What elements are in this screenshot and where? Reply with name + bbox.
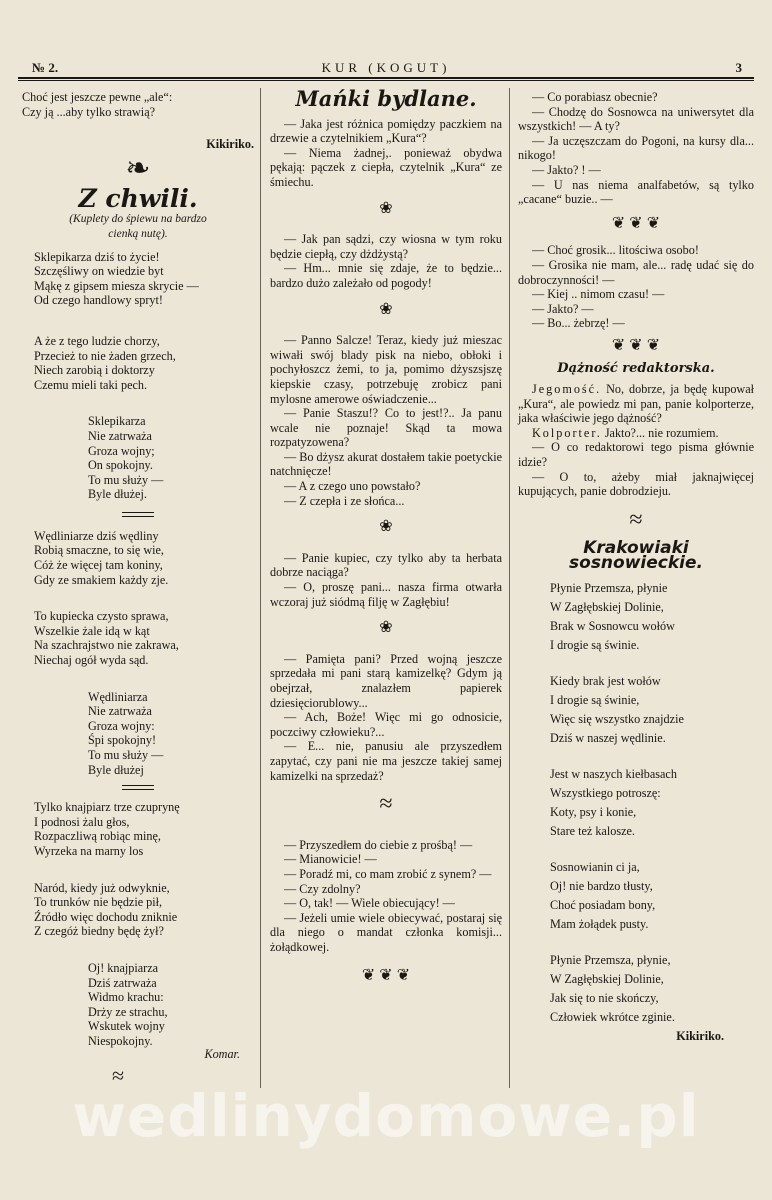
verse-line: Jest w naszych kiełbasach xyxy=(550,766,677,781)
verse-line: Czemu mieli taki pech. xyxy=(34,377,148,392)
separator xyxy=(22,785,254,790)
verse-line: I drogie są świnie. xyxy=(550,637,640,652)
speaker: Kolporter. xyxy=(532,425,602,440)
verse-line: Cóż że więcej tam koniny, xyxy=(34,558,163,573)
author: Komar. xyxy=(204,1046,240,1061)
poem-title: Z chwili. xyxy=(78,183,198,213)
paragraph: — O, tak! — Wiele obiecujący! — xyxy=(284,896,455,911)
stanza xyxy=(22,800,254,858)
verse-line: Kiedy brak jest wołów xyxy=(550,673,661,688)
verse-line: Sklepikarza dziś to życie! xyxy=(34,249,160,264)
dialogue-line xyxy=(518,470,754,499)
paragraph: — Jak pan sądzi, czy wiosna w tym roku będzie ciepłą, czy dżdżystą? xyxy=(270,232,502,261)
paragraph: — Ja uczęszczam do Pogoni, na kursy dla... nikogo! xyxy=(518,133,754,163)
paragraph: — Czy zdolny? xyxy=(284,881,361,896)
verse-line: Na szachrajstwo nie zakrawa, xyxy=(34,638,179,653)
verse-line: Tylko knajpiarz trze czuprynę xyxy=(34,800,180,815)
newspaper-title: KUR (KOGUT) xyxy=(321,60,451,75)
verse-line: Wędliniarze dziś wędliny xyxy=(34,528,159,543)
paragraph: — Bo dżysz akurat dostałem takie poetyckie natchnięcze! xyxy=(270,449,502,479)
paragraph: — Niema żadnej,. ponieważ obydwa pękają: pączek z ciepła, czytelnik „Kura“ ze śmiechu. xyxy=(270,145,502,189)
verse-line: Byle dłużej xyxy=(88,762,144,777)
joke-block xyxy=(270,232,502,290)
paragraph: — U nas niema analfabetów, są tylko „cacane“ buzie.. — xyxy=(518,177,754,207)
rooster-ornament: ❧ xyxy=(125,151,151,185)
section-title: Mańki bydlane. xyxy=(295,86,477,111)
paragraph: — Ach, Boże! Więc mi go odnosicie, poczciwy człowieku?... xyxy=(270,710,502,739)
verse-line: To mu służy — xyxy=(88,748,164,762)
verse-line: Więc się wszystko znajdzie xyxy=(550,711,684,726)
verse-line: Gdy ze smakiem każdy zje. xyxy=(34,572,169,587)
asterism-ornament: ❀ xyxy=(379,199,393,217)
verse-line: Sklepikarza xyxy=(88,414,146,429)
column-middle xyxy=(270,86,502,984)
verse-line: To kupiecka czysto sprawa, xyxy=(34,609,169,624)
verse-line: Wszystkiego potroszę: xyxy=(550,785,661,800)
paragraph: — Panie kupiec, czy tylko aby ta herbata dobrze naciąga? xyxy=(270,550,502,580)
column-divider xyxy=(509,88,510,1088)
paragraph: — Jakto? ! — xyxy=(532,162,601,177)
verse-line: Dziś zatrważa xyxy=(88,975,157,990)
verse-line: Wskutek wojny xyxy=(88,1019,165,1034)
stanza xyxy=(22,609,254,667)
verse-line: Płynie Przemsza, płynie xyxy=(550,580,668,595)
speech: Jakto?... nie rozumiem. xyxy=(604,425,719,440)
verse-line: I podnosi żalu głos, xyxy=(34,814,130,829)
paragraph: — Przyszedłem do ciebie z prośbą! — xyxy=(284,837,473,852)
column-right xyxy=(518,90,754,1043)
paragraph: — Jakto? — xyxy=(532,301,594,316)
paragraph: — Grosika nie mam, ale... radę udać się do dobroczynności! — xyxy=(518,257,754,287)
text-line: Czy ją ...aby tylko strawią? xyxy=(22,104,156,119)
knot-ornament: ≈ xyxy=(111,1063,125,1089)
verse-line: Dziś w naszej wędlinie. xyxy=(550,730,666,745)
verse-line: W Zagłębskiej Dolinie, xyxy=(550,971,664,986)
speaker: Jegomość. xyxy=(532,382,602,397)
verse-line: Koty, psy i konie, xyxy=(550,804,637,819)
verse-line: Stare też kalosze. xyxy=(550,823,635,838)
verse-line: Byle dłużej. xyxy=(88,487,147,502)
watermark: wedlinydomowe.pl xyxy=(72,1082,700,1150)
verse-line: Nie zatrważa xyxy=(88,428,152,443)
verse-line: Płynie Przemsza, płynie, xyxy=(550,952,671,967)
verse-line: Wszelkie żale idą w kąt xyxy=(34,623,150,638)
poem-subtitle: cienką nutę). xyxy=(108,227,168,240)
verse-line: Źródło więc dochodu zniknie xyxy=(34,909,178,924)
fleur-ornament: ❦ ❦ ❦ xyxy=(611,336,661,354)
verse-line: Brak w Sosnowcu wołów xyxy=(550,618,675,633)
verse-line: Oj! knajpiarza xyxy=(88,960,159,975)
verse-line: Mam żołądek pusty. xyxy=(550,916,649,931)
section-title: Krakowiaki sosnowieckie. xyxy=(569,538,703,574)
dialogue-line xyxy=(518,440,754,469)
paragraph: — Kiej .. nimom czasu! — xyxy=(532,287,665,302)
verse-line: I drogie są świnie, xyxy=(550,692,640,707)
paragraph: — Co porabiasz obecnie? xyxy=(532,90,658,104)
paragraph: — Panie Staszu!? Co to jest!?.. Ja panu wcale nie poznaje! Skąd ta mowa rozpatyzowena? xyxy=(270,406,502,450)
ribbon-ornament: ≈ xyxy=(629,506,643,533)
stanza xyxy=(518,672,754,748)
joke-block xyxy=(270,333,502,508)
speech: No, dobrze, ja będę kupował „Kura“, ale powiedz mi pan, panie kolporterze, jaka właściwie jego dążność? xyxy=(518,382,755,426)
verse-line: Niespokojny. xyxy=(88,1033,153,1048)
verse-line: Z czegóż biedny będę żył? xyxy=(34,924,164,939)
refrain xyxy=(22,690,254,778)
verse-line: A że z tego ludzie chorzy, xyxy=(34,333,160,348)
verse-line: Oj! nie bardzo tłusty, xyxy=(550,878,653,893)
refrain xyxy=(22,961,254,1049)
verse-line: On spokojny. xyxy=(88,458,153,473)
asterism-ornament: ❀ xyxy=(379,300,393,318)
verse-line: Przecież to nie żaden grzech, xyxy=(34,348,176,363)
separator xyxy=(22,512,254,517)
dialogue-line xyxy=(518,382,754,426)
paragraph: — Chodzę do Sosnowca na uniwersytet dla wszystkich! — A ty? xyxy=(518,104,754,134)
verse-line: Robią smaczne, to się wie, xyxy=(34,543,164,558)
asterism-ornament: ❀ xyxy=(379,619,393,637)
verse-line: Śpi spokojny! xyxy=(88,733,157,748)
verse-line: Szczęśliwy on wiedzie byt xyxy=(34,264,164,279)
paragraph: — Panno Salcze! Teraz, kiedy już mieszac wiwałi swój blady pisk na niebo, obłoki i pochyłoszcz żemi, to ja, pomimo dżyszsjszę kiepskie czasy, potrzebuję zrobicz pani mylosne amerowe oświadczenie... xyxy=(270,333,502,406)
verse-line: Od czego handlowy spryt! xyxy=(34,293,163,308)
signature: Kikiriko. xyxy=(206,137,254,152)
dialogue-line xyxy=(518,426,754,441)
verse-line: Niech zarobią i doktorzy xyxy=(34,363,155,378)
stanza xyxy=(518,951,754,1027)
refrain xyxy=(22,414,254,502)
text-line: Choć jest jeszcze pewne „ale“: xyxy=(22,90,173,104)
paragraph: — Jaka jest różnica pomiędzy paczkiem na drzewie a czytelnikiem „Kura“? xyxy=(270,116,502,146)
verse-line: To mu służy — xyxy=(88,472,164,487)
verse-line: Rozpaczliwą robiąc minę, xyxy=(34,829,161,844)
poem-subtitle: (Kuplety do śpiewu na bardzo xyxy=(69,213,207,226)
paragraph: — Poradź mi, co mam zrobić z synem? — xyxy=(284,866,492,881)
verse-line: Człowiek wkrótce zginie. xyxy=(550,1009,675,1024)
verse-line: Wyrzeka na marny los xyxy=(34,843,144,858)
header-rule xyxy=(18,77,754,81)
asterism-ornament: ❀ xyxy=(379,518,393,536)
signature: Kikiriko. xyxy=(676,1028,724,1043)
paragraph: — Pamięta pani? Przed wojną jeszcze sprzedała mi pani starą kamizelkę? Gdym ją obejrzał, znalazłem papierek dziesięciorublowy... xyxy=(270,651,502,710)
verse-line: To trunków nie będzie pił, xyxy=(34,895,163,910)
stanza xyxy=(22,250,254,308)
paragraph: — Z czepła i ze słońca... xyxy=(284,493,405,508)
section-title: Dążność redaktorska. xyxy=(557,360,715,376)
ribbon-ornament: ≈ xyxy=(379,791,393,818)
joke-block xyxy=(518,243,754,331)
fleur-ornament: ❦ ❦ ❦ xyxy=(361,966,411,984)
stanza xyxy=(22,881,254,939)
dialogue xyxy=(518,382,754,499)
page-header xyxy=(18,58,754,78)
paragraph: — Jeżeli umie wiele obiecywać, postaraj się dla niego o mandat członka komisji... żołądkowej. xyxy=(270,910,502,954)
speech: — O to, ażeby miał jaknajwięcej kupujących, panie dobrodzieju. xyxy=(518,469,754,499)
verse-line: Niechaj ogół wyda sąd. xyxy=(34,653,149,668)
verse-line: W Zagłębskiej Dolinie, xyxy=(550,599,664,614)
paragraph: — E... nie, panusiu ale przyszedłem zapytać, czy pani nie ma jeszcze takiej samej kamizelki na sprzedaż? xyxy=(270,739,502,783)
verse-line: Choć posiadam bony, xyxy=(550,897,656,912)
verse-line: Nie zatrważa xyxy=(88,704,152,719)
intro-lines xyxy=(22,90,254,119)
joke-block xyxy=(270,838,502,955)
verse-line: Wędliniarza xyxy=(88,689,148,704)
page-number: 3 xyxy=(735,60,742,75)
column-divider xyxy=(260,88,261,1088)
joke-block xyxy=(270,117,502,190)
verse-line: Drży ze strachu, xyxy=(88,1004,168,1019)
verse-line: Groza wojny: xyxy=(88,718,155,733)
joke-block xyxy=(270,652,502,783)
joke-block xyxy=(270,551,502,609)
fleur-ornament: ❦ ❦ ❦ xyxy=(611,214,661,232)
joke-block xyxy=(518,90,754,207)
issue-number: № 2. xyxy=(32,60,59,75)
stanza xyxy=(518,765,754,841)
column-left xyxy=(22,90,254,1089)
paragraph: — Choć grosik... litościwa osobo! xyxy=(532,243,699,258)
paragraph: — Hm... mnie się zdaje, że to będzie... bardzo dużo zależało od pogody! xyxy=(270,261,502,290)
paragraph: — Mianowicie! — xyxy=(284,852,377,867)
verse-line: Naród, kiedy już odwyknie, xyxy=(34,880,170,895)
paragraph: — O, proszę pani... nasza firma otwarła wczoraj już siódmą filję w Zagłębiu! xyxy=(270,580,502,609)
speech: — O co redaktorowi tego pisma głównie idzie? xyxy=(518,440,754,470)
paragraph: — Bo... żebrzę! — xyxy=(532,316,625,331)
verse-line: Sosnowianin ci ja, xyxy=(550,859,640,874)
verse-line: Widmo krachu: xyxy=(88,990,164,1005)
paragraph: — A z czego uno powstało? xyxy=(284,479,421,494)
stanza xyxy=(22,334,254,392)
verse-line: Jak się to nie skończy, xyxy=(550,990,659,1005)
stanza xyxy=(22,529,254,587)
verse-line: Mąkę z gipsem miesza skrycie — xyxy=(34,278,199,293)
stanza xyxy=(518,579,754,655)
stanza xyxy=(518,858,754,934)
verse-line: Groza wojny; xyxy=(88,443,155,458)
